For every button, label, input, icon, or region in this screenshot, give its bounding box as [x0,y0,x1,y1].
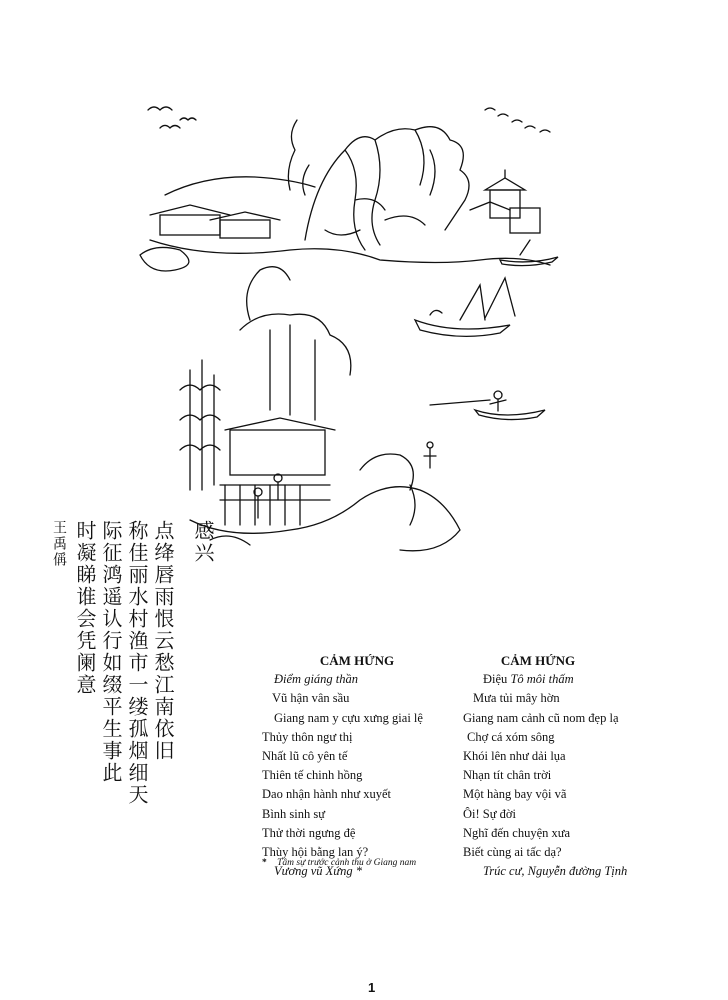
poem-line: Nhạn tít chân trời [463,768,552,783]
poem-line: Khói lên như dải lụa [463,749,566,764]
poem-line: Thùy hội bằng lan ý? [262,845,369,860]
poem-line: Thử thời ngưng đệ [262,825,356,840]
poem-line: Chợ cá xóm sông [467,729,555,744]
tune-name: Tô môi thấm [510,672,574,687]
poem-line: Thủy thôn ngư thị [262,729,353,744]
chinese-poem-column: 际征鸿遥认行如缀平生事此 [99,520,123,784]
chinese-poem-column: 时凝睇谁会凭阑意 [73,520,97,696]
poem-line: Biết cùng ai tấc dạ? [463,845,562,860]
poem-line: Vũ hận vân sầu [272,691,350,706]
small-boat [500,240,558,266]
footnote [262,858,416,868]
chinese-poem-column: 称佳丽水村渔市一缕孤烟细天 [125,520,149,806]
poem-line: Giang nam cảnh cũ nom đẹp lạ [463,710,619,725]
poem-line: Dao nhận hành như xuyết [262,787,391,802]
mountain [305,127,469,250]
tune-label: Điệu [483,672,508,687]
poem-author: Vương vũ Xứng * [274,864,363,879]
footnote-text: Tâm sự trước cảnh thu ở Giang nam [277,858,417,868]
chinese-poem-column: 点绛唇雨恨云愁江南依旧 [151,520,175,762]
hut [220,418,335,525]
poem-translation [463,651,663,881]
poem-line: Nghĩ đến chuyện xưa [463,825,571,840]
footnote-mark: * [262,858,267,868]
poem-line: Nhất lũ cô yên tế [262,749,348,764]
sailboat [415,278,515,336]
village [140,120,550,271]
poem-line: Một hàng bay vội vã [463,787,567,802]
fisherman-boat [430,391,545,420]
poem-transliteration [262,651,462,881]
poem-tune [463,670,663,689]
chinese-poem-title: 感兴 [191,520,215,564]
poem-author: Trúc cư, Nguyễn đường Tịnh [483,864,628,879]
distant-hills [165,177,315,195]
poem-line: Bình sinh sự [262,806,326,821]
chinese-poem-author: 王禹偁 [51,520,67,568]
birds [148,107,550,132]
poem-line: Giang nam y cựu xưng giai lệ [274,710,423,725]
page-number: 1 [368,980,376,995]
poem-line: Điểm giáng thần [274,672,359,687]
poem-title: CẢM HỨNG [319,653,395,668]
poem-title: CẢM HỨNG [500,653,576,668]
landscape-illustration [130,90,630,560]
poem-line: Mưa tủi mây hờn [473,691,560,706]
chinese-poem [51,520,216,880]
poem-line: Ôi! Sự đời [463,806,516,821]
poem-line: Thiên tế chinh hồng [262,768,363,783]
pagoda [470,170,540,233]
